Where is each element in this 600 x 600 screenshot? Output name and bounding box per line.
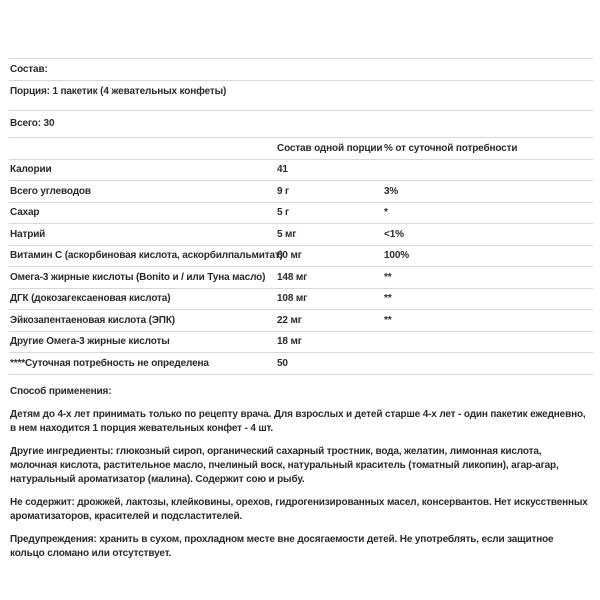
table-row-vitamin-c <box>9 246 593 268</box>
column-header-amount: Состав одной порции <box>277 142 383 154</box>
serving-size: Порция: 1 пакетик (4 жевательных конфеты) <box>9 81 593 111</box>
table-row-sugar <box>9 203 593 225</box>
usage-paragraph-other-ingredients: Другие ингредиенты: глюкозный сироп, органический сахарный тростник, вода, желатин, лимонная кислота, молочная кислота, растительное масло, пчелиный воск, натуральный краситель (томатный ликопин), агар-агар, натуральный ароматизатор (малина). Содержит сою и рыбу. <box>10 445 559 485</box>
nutrient-dv: 100% <box>384 250 409 262</box>
nutrient-amount: 41 <box>277 164 288 176</box>
nutrient-name: Другие Омега-3 жирные кислоты <box>10 336 170 348</box>
nutrient-name: Сахар <box>10 207 40 219</box>
nutrient-amount: 5 г <box>277 207 290 219</box>
nutrient-amount: 9 г <box>277 185 290 197</box>
nutrient-dv: <1% <box>384 228 404 240</box>
usage-paragraph-does-not-contain: Не содержит: дрожжей, лактозы, клейковины, орехов, гидрогенизированных масел, консервантов. Нет искусственных ароматизаторов, красителей и подсластителей. <box>10 496 588 522</box>
table-header-row <box>9 138 593 160</box>
table-row-epa <box>9 310 593 332</box>
column-header-daily-value: % от суточной потребности <box>384 142 518 154</box>
nutrient-name: ДГК (докозагексаеновая кислота) <box>10 293 171 305</box>
nutrient-amount: 60 мг <box>277 250 302 262</box>
nutrient-amount: 5 мг <box>277 228 297 240</box>
usage-heading: Способ применения: <box>10 385 112 397</box>
table-row-omega3 <box>9 267 593 289</box>
usage-paragraph-dosage: Детям до 4-х лет принимать только по рецепту врача. Для взрослых и детей старше 4-х лет - один пакетик ежедневно, в нем находится 1 порция жевательных конфет - 4 шт. <box>10 408 586 434</box>
nutrient-amount: 148 мг <box>277 271 308 283</box>
nutrient-name: Калории <box>10 164 52 176</box>
table-row-other-omega3 <box>9 332 593 354</box>
nutrient-amount: 108 мг <box>277 293 308 305</box>
nutrient-name: Омега-3 жирные кислоты (Bonito и / или Туна масло) <box>10 271 266 283</box>
table-row-daily-value-footnote <box>9 353 593 375</box>
nutrient-name: Всего углеводов <box>10 185 91 197</box>
nutrient-dv: ** <box>384 271 392 283</box>
nutrient-name: ****Суточная потребность не определена <box>10 357 209 369</box>
nutrient-dv: ** <box>384 293 392 305</box>
usage-paragraph-warnings: Предупреждения: хранить в сухом, прохладном месте вне досягаемости детей. Не употреблять, если защитное кольцо сломано или отсутствует. <box>10 533 554 559</box>
nutrient-dv: ** <box>384 314 392 326</box>
nutrient-dv: * <box>384 207 388 219</box>
nutrient-amount: 18 мг <box>277 336 302 348</box>
composition-label: Состав: <box>9 58 593 81</box>
servings-total: Всего: 30 <box>9 111 593 138</box>
nutrient-name: Витамин C (аскорбиновая кислота, аскорбилпальмитат) <box>10 250 283 262</box>
nutrient-name: Натрий <box>10 228 46 240</box>
table-row-sodium <box>9 224 593 246</box>
table-row-calories <box>9 160 593 182</box>
nutrient-amount: 50 <box>277 357 288 369</box>
nutrient-dv: 3% <box>384 185 399 197</box>
table-row-dha <box>9 289 593 311</box>
nutrient-amount: 22 мг <box>277 314 302 326</box>
table-row-carbs <box>9 181 593 203</box>
usage-section <box>9 386 593 561</box>
supplement-facts-sheet <box>9 58 593 561</box>
nutrient-name: Эйкозапентаеновая кислота (ЭПК) <box>10 314 175 326</box>
